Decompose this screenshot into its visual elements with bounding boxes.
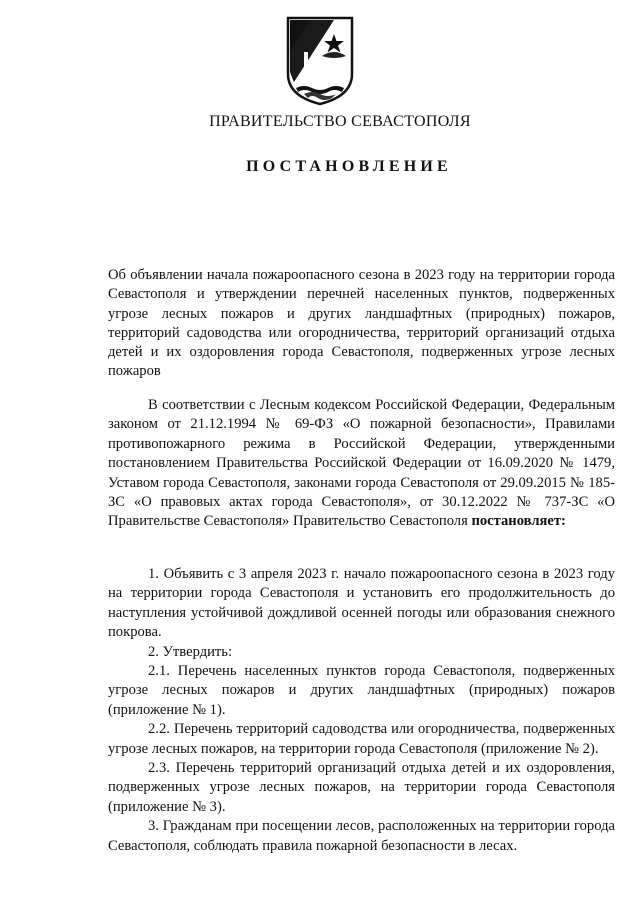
sevastopol-coat-of-arms-icon [284, 12, 356, 106]
list-item: 2. Утвердить: [148, 643, 233, 660]
list-item: 2.2. Перечень территорий садоводства или огородничества, подверженных угрозе лесных пожаров, на территории города Севастополя (приложение № 2). [108, 721, 615, 757]
document-title: Об объявлении начала пожароопасного сезона в 2023 году на территории города Севастополя и утверждении перечней населенных пунктов, подверженных угрозе лесных пожаров и других ландшафтных (природных) пожаров, территорий садоводства или огородничества, территорий организаций отдыха детей и их оздоровления города Севастополя, подверженных угрозе лесных пожаров [108, 267, 615, 380]
preamble-paragraph [108, 396, 615, 532]
list-item: 1. Объявить с 3 апреля 2023 г. начало пожароопасного сезона в 2023 году на территории города Севастополя и установить его продолжительность до наступления устойчивой дождливой осенней погоды или образования снежного покрова. [108, 566, 615, 641]
resolution-items [108, 565, 615, 856]
list-item: 3. Гражданам при посещении лесов, расположенных на территории города Севастополя, соблюдать правила пожарной безопасности в лесах. [108, 818, 615, 854]
preamble-text: В соответствии с Лесным кодексом Российской Федерации, Федеральным законом от 21.12.1994 № 69-ФЗ «О пожарной безопасности», Правилами противопожарного режима в Российской Федерации, утвержденными постановлением Правительства Российской Федерации от 16.09.2020 № 1479, Уставом города Севастополя, законами города Севастополя от 29.09.2015 № 185-ЗС «О правовых актах города Севастополя», от 30.12.2022 № 737-ЗС «О Правительстве Севастополя» Правительство Севастополя [108, 397, 615, 530]
list-item: 2.3. Перечень территорий организаций отдыха детей и их оздоровления, подверженных угрозе лесных пожаров, на территории города Севастополя (приложение № 3). [108, 760, 615, 815]
document-type-heading: ПОСТАНОВЛЕНИЕ [246, 158, 452, 175]
resolves-word: постановляет: [471, 513, 566, 530]
list-item: 2.1. Перечень населенных пунктов города Севастополя, подверженных угрозе лесных пожаров и других ландшафтных (природных) пожаров (приложение № 1). [108, 663, 615, 718]
organization-name: ПРАВИТЕЛЬСТВО СЕВАСТОПОЛЯ [209, 113, 471, 130]
